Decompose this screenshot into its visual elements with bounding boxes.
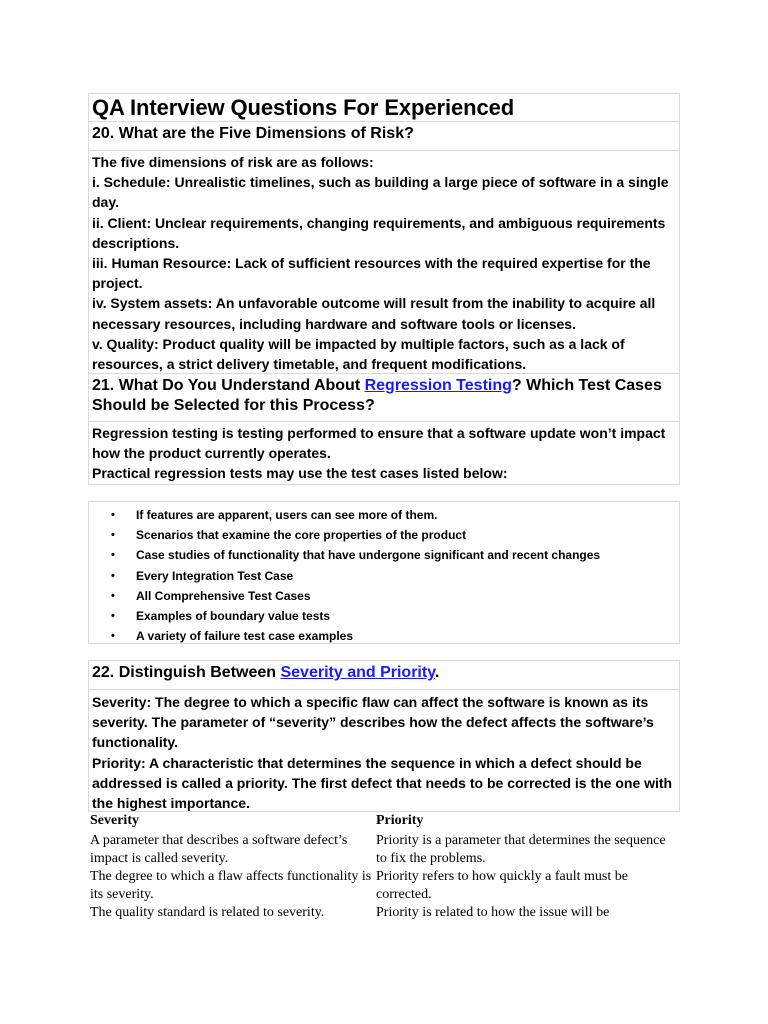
q20-line: i. Schedule: Unrealistic timelines, such as building a large piece of software in a single day. (92, 174, 669, 211)
bullet-icon: • (111, 589, 115, 602)
page-title: QA Interview Questions For Experienced (92, 95, 515, 120)
table-cell: Priority is a parameter that determines the sequence to fix the problems. (376, 833, 666, 866)
regression-testing-link[interactable]: Regression Testing (364, 377, 512, 394)
severity-priority-table (90, 812, 680, 922)
list-item-text: Scenarios that examine the core properties of the product (136, 528, 467, 543)
list-item (109, 525, 679, 545)
bullet-icon: • (111, 529, 115, 542)
q20-answer-box (88, 150, 680, 374)
list-item (109, 606, 679, 626)
q21-answer (89, 423, 679, 484)
table-row (90, 868, 680, 904)
q22-heading-suffix: . (434, 664, 440, 681)
table-cell: Priority refers to how quickly a fault must be corrected. (376, 869, 628, 902)
severity-and-priority-link[interactable]: Severity and Priority (280, 664, 435, 681)
q20-heading-box (88, 121, 680, 151)
list-item-text: All Comprehensive Test Cases (136, 588, 311, 603)
q21-heading-prefix: 21. What Do You Understand About (92, 377, 365, 394)
q21-line: Practical regression tests may use the test cases listed below: (92, 465, 508, 482)
q21-answer-box (88, 421, 680, 485)
list-item (109, 626, 679, 646)
bullet-icon: • (111, 630, 115, 643)
q22-answer-box (88, 689, 680, 812)
q20-line: iv. System assets: An unfavorable outcome will result from the inability to acquire all necessary resources, including hardware and software tools or licenses. (92, 295, 656, 332)
q22-heading (89, 661, 679, 685)
bullet-icon: • (111, 610, 115, 623)
table-row (90, 832, 680, 868)
q20-heading: 20. What are the Five Dimensions of Risk? (92, 125, 414, 142)
q21-heading (89, 374, 679, 418)
table-cell: The quality standard is related to severity. (90, 905, 325, 920)
q22-line: Severity: The degree to which a specific flaw can affect the software is known as its severity. The parameter of “severity” describes how the defect affects the software’s functionality. (92, 694, 654, 751)
bullet-icon: • (111, 549, 115, 562)
q20-answer (89, 152, 679, 374)
q21-heading-suffix: ? Which Test Cases Should be Selected for this Process? (92, 377, 662, 414)
q22-answer (89, 692, 679, 813)
q20-line: iii. Human Resource: Lack of sufficient resources with the required expertise for the project. (92, 255, 651, 292)
list-item (109, 566, 679, 586)
q22-heading-prefix: 22. Distinguish Between (92, 664, 281, 681)
regression-test-case-list (89, 502, 679, 646)
table-cell: The degree to which a flaw affects functionality is its severity. (90, 869, 372, 902)
q20-line: v. Quality: Product quality will be impacted by multiple factors, such as a lack of resources, a strict delivery timetable, and frequent modifications. (92, 335, 625, 373)
table-cell: Priority is related to how the issue will be (376, 905, 610, 920)
table-cell: A parameter that describes a software defect’s impact is called severity. (90, 833, 348, 866)
table-header: Severity (90, 813, 139, 828)
list-item (109, 505, 679, 525)
table-header-row (90, 812, 680, 830)
q21-line: Regression testing is testing performed to ensure that a software update won’t impact how the product currently operates. (92, 425, 666, 462)
q20-line: ii. Client: Unclear requirements, changing requirements, and ambiguous requirements descriptions. (92, 214, 666, 251)
list-item-text: If features are apparent, users can see more of them. (136, 508, 438, 522)
q22-heading-box (88, 660, 680, 690)
q21-heading-box (88, 373, 680, 422)
list-item (109, 586, 679, 606)
table-row (90, 904, 680, 922)
q21-list-box (88, 501, 680, 644)
list-item-text: Case studies of functionality that have undergone significant and recent changes (136, 548, 601, 563)
list-item-text: A variety of failure test case examples (136, 629, 353, 644)
list-item-text: Every Integration Test Case (136, 568, 294, 583)
list-item (109, 545, 679, 565)
list-item-text: Examples of boundary value tests (136, 609, 331, 624)
title-box (88, 93, 680, 122)
q22-line: Priority: A characteristic that determines the sequence in which a defect should be addressed is called a priority. The first defect that needs to be corrected is the one with the highest importance. (92, 754, 673, 812)
bullet-icon: • (111, 569, 115, 582)
table-header: Priority (376, 813, 424, 828)
q20-line: The five dimensions of risk are as follows: (92, 154, 374, 170)
bullet-icon: • (111, 509, 115, 521)
